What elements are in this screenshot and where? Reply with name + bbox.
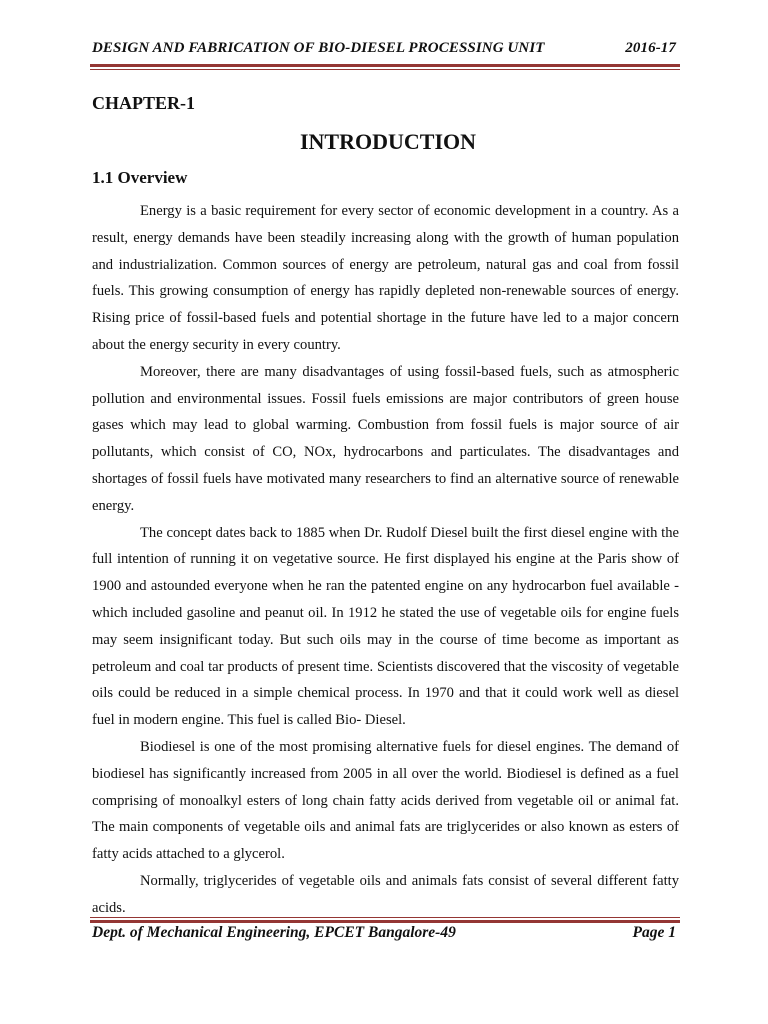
header-rule-thick bbox=[90, 64, 680, 67]
paragraph-4: Biodiesel is one of the most promising alternative fuels for diesel engines. The demand of biodiesel has significantly increased from 2005 in all over the world. Biodiesel is defined as a fuel comprising of monoalkyl esters of long chain fatty acids derived from vegetable oil or animal fat. The main components of vegetable oils and animal fats are triglycerides or also known as esters of fatty acids attached to a glycerol. bbox=[92, 738, 679, 863]
paragraph-3: The concept dates back to 1885 when Dr. Rudolf Diesel built the first diesel engine with the full intention of running it on vegetative source. He first displayed his engine at the Paris show of 1900 and astounded everyone when he ran the patented engine on any hydrocarbon fuel available - which included gasoline and peanut oil. In 1912 he stated the use of vegetable oils for engine fuels may seem insignificant today. But such oils may in the course of time become as important as petroleum and coal tar products of present time. Scientists discovered that the viscosity of vegetable oils could be reduced in a simple chemical process. In 1970 and that it could work well as diesel fuel in modern engine. This fuel is called Bio- Diesel. bbox=[92, 524, 679, 729]
page-header bbox=[92, 40, 676, 57]
footer-rule-thick bbox=[90, 920, 680, 923]
page-title: INTRODUCTION bbox=[299, 129, 477, 154]
section-heading: 1.1 Overview bbox=[92, 168, 188, 187]
footer-rule bbox=[90, 917, 680, 923]
body-text bbox=[92, 198, 679, 922]
paragraph-2: Moreover, there are many disadvantages of using fossil-based fuels, such as atmospheric pollution and environmental issues. Fossil fuels emissions are major contributors of green house gases which may lead to global warming. Combustion from fossil fuels is major source of air pollutants, which consist of CO, NOx, hydrocarbons and particulates. The disadvantages and shortages of fossil fuels have motivated many researchers to find an alternative source of renewable energy. bbox=[92, 363, 679, 514]
header-rule bbox=[90, 64, 680, 70]
header-rule-thin bbox=[90, 69, 680, 70]
footer-rule-thin bbox=[90, 917, 680, 918]
footer-department: Dept. of Mechanical Engineering, EPCET Bangalore-49 bbox=[92, 924, 456, 941]
header-title: DESIGN AND FABRICATION OF BIO-DIESEL PROCESSING UNIT bbox=[92, 40, 545, 56]
chapter-label: CHAPTER-1 bbox=[92, 93, 195, 113]
footer-page-number: Page 1 bbox=[632, 924, 676, 941]
page-footer bbox=[92, 924, 676, 942]
header-year: 2016-17 bbox=[625, 40, 676, 56]
paragraph-1: Energy is a basic requirement for every sector of economic development in a country. As a result, energy demands have been steadily increasing along with the growth of human population and industrialization. Common sources of energy are petroleum, natural gas and coal from fossil fuels. This growing consumption of energy has rapidly depleted non-renewable sources of energy. Rising price of fossil-based fuels and potential shortage in the future have led to a major concern about the energy security in every country. bbox=[92, 203, 679, 353]
paragraph-5: Normally, triglycerides of vegetable oils and animals fats consist of several different fatty acids. bbox=[92, 872, 679, 916]
